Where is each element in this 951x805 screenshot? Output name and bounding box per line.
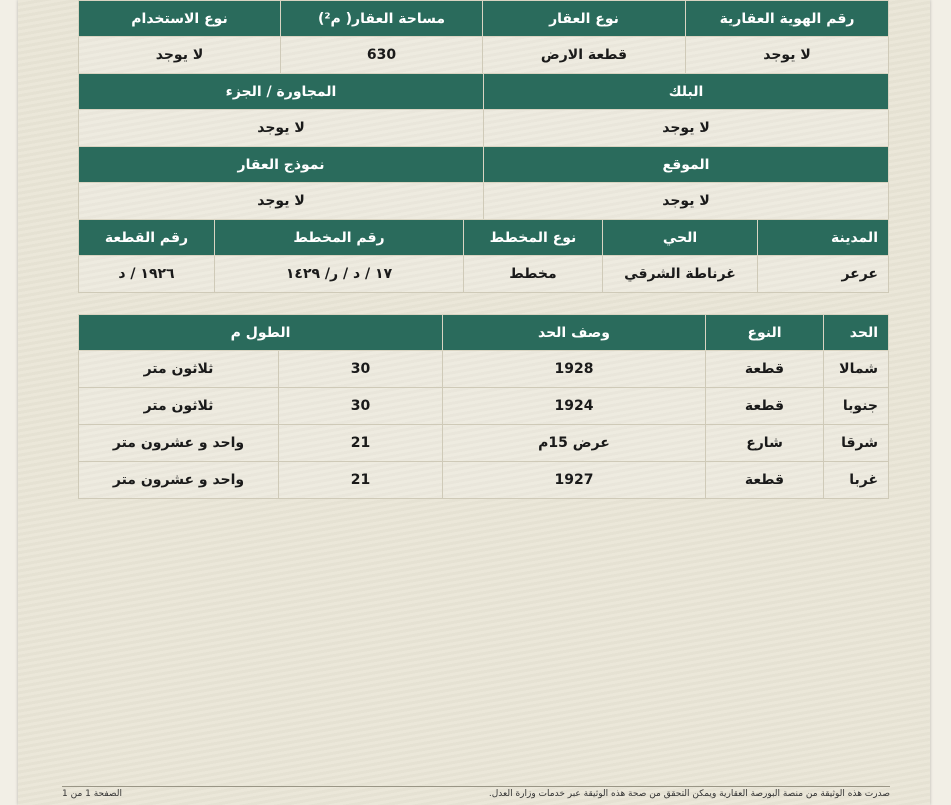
- boundary-side: شمالا: [824, 351, 889, 388]
- value-neighborhood-part: لا يوجد: [79, 110, 484, 147]
- page-number: الصفحة 1 من 1: [62, 789, 122, 799]
- property-info-table: [78, 0, 889, 74]
- boundary-type: قطعة: [706, 351, 824, 388]
- header-district: الحي: [603, 220, 758, 256]
- boundary-length-words: ثلاثون متر: [79, 388, 279, 425]
- boundary-side: جنوبا: [824, 388, 889, 425]
- boundary-type: قطعة: [706, 388, 824, 425]
- boundaries-table: [78, 314, 889, 499]
- boundary-description: 1927: [443, 462, 706, 499]
- location-table: [78, 146, 889, 220]
- table-row: [79, 425, 889, 462]
- boundary-description: 1924: [443, 388, 706, 425]
- value-plot-number: ١٩٢٦ / د: [79, 256, 215, 293]
- value-property-model: لا يوجد: [79, 183, 484, 220]
- value-property-type: قطعة الارض: [483, 37, 686, 74]
- boundary-description: عرض 15م: [443, 425, 706, 462]
- value-property-area: 630: [281, 37, 483, 74]
- header-neighborhood-part: المجاورة / الجزء: [79, 74, 484, 110]
- header-city: المدينة: [758, 220, 889, 256]
- boundary-type: قطعة: [706, 462, 824, 499]
- header-plan-number: رقم المخطط: [215, 220, 464, 256]
- boundary-length: 30: [279, 351, 443, 388]
- boundary-length: 30: [279, 388, 443, 425]
- page-footer: [62, 786, 890, 799]
- boundary-type: شارع: [706, 425, 824, 462]
- table-row: [79, 462, 889, 499]
- value-property-id: لا يوجد: [686, 37, 889, 74]
- boundary-length-words: ثلاثون متر: [79, 351, 279, 388]
- boundary-length: 21: [279, 462, 443, 499]
- footer-note: صدرت هذه الوثيقة من منصة البورصة العقارية ويمكن التحقق من صحة هذه الوثيقة عبر خدمات وزارة العدل.: [488, 789, 890, 799]
- boundary-side: غربا: [824, 462, 889, 499]
- value-plan-number: ١٧ / د / ر/ ١٤٢٩: [215, 256, 464, 293]
- value-plan-type: مخطط: [464, 256, 603, 293]
- header-property-model: نموذج العقار: [79, 147, 484, 183]
- value-district: غرناطة الشرقي: [603, 256, 758, 293]
- plan-table: [78, 219, 889, 293]
- boundary-side: شرقا: [824, 425, 889, 462]
- boundary-length-words: واحد و عشرون متر: [79, 425, 279, 462]
- header-usage-type: نوع الاستخدام: [79, 1, 281, 37]
- boundary-length: 21: [279, 425, 443, 462]
- value-usage-type: لا يوجد: [79, 37, 281, 74]
- header-property-id: رقم الهوية العقارية: [686, 1, 889, 37]
- header-property-type: نوع العقار: [483, 1, 686, 37]
- value-location: لا يوجد: [484, 183, 889, 220]
- header-block: البلك: [484, 74, 889, 110]
- boundary-length-words: واحد و عشرون متر: [79, 462, 279, 499]
- value-block: لا يوجد: [484, 110, 889, 147]
- value-city: عرعر: [758, 256, 889, 293]
- header-plot-number: رقم القطعة: [79, 220, 215, 256]
- header-plan-type: نوع المخطط: [464, 220, 603, 256]
- table-row: [79, 351, 889, 388]
- table-row: [79, 388, 889, 425]
- header-boundary: الحد: [824, 315, 889, 351]
- boundary-description: 1928: [443, 351, 706, 388]
- block-table: [78, 73, 889, 147]
- header-length: الطول م: [79, 315, 443, 351]
- header-property-area: مساحة العقار( م²): [281, 1, 483, 37]
- header-location: الموقع: [484, 147, 889, 183]
- header-boundary-description: وصف الحد: [443, 315, 706, 351]
- header-boundary-type: النوع: [706, 315, 824, 351]
